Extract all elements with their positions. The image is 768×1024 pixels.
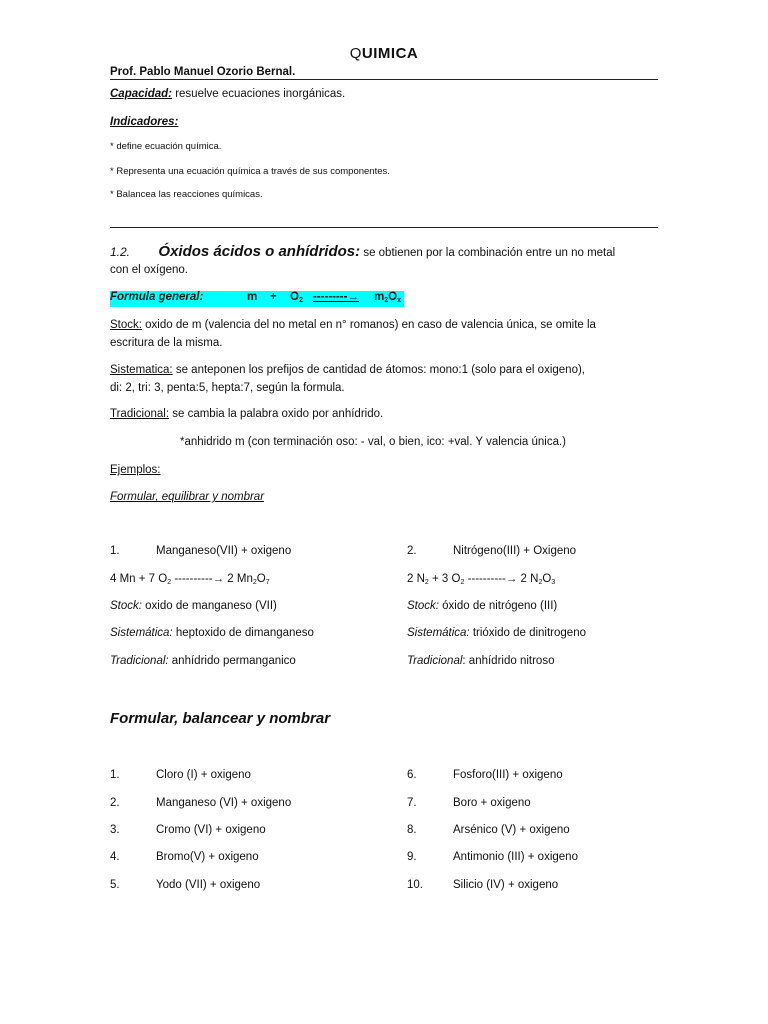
exercise-text: Manganeso (VI) + oxigeno [156,797,292,809]
exercise-text: Bromo(V) + oxigeno [156,851,259,863]
exercise-num: 6. [407,769,417,781]
exercise-num: 5. [110,879,120,891]
stock-line-1: Stock: oxido de m (valencia del no metal en n° romanos) en caso de valencia única, se omite la [110,319,596,331]
ejemplos-label: Ejemplos: [110,464,161,476]
example-1-equation: 4 Mn + 7 $O_2$ ----------→ 2 $Mn_2O_7$ [110,573,270,586]
indicador-item: * Balancea las reacciones químicas. [110,189,263,200]
exercise-num: 7. [407,797,417,809]
exercises-heading: Formular, balancear y nombrar [110,710,331,727]
exercise-text: Silicio (IV) + oxigeno [453,879,559,891]
exercise-text: Cromo (VI) + oxigeno [156,824,266,836]
section-divider [110,227,658,228]
section-heading-line: 1.2. Óxidos ácidos o anhídridos: se obtienen por la combinación entre un no metal [110,243,616,260]
exercise-num: 9. [407,851,417,863]
indicadores-label: Indicadores: [110,116,179,128]
indicador-item: * Representa una ecuación química a través de sus componentes. [110,166,390,177]
section-intro-2: con el oxígeno. [110,264,189,276]
exercise-num: 4. [110,851,120,863]
example-2-tradicional: Tradicional: anhídrido nitroso [407,655,555,667]
example-1-stock: Stock: oxido de manganeso (VII) [110,600,277,612]
stock-line-2: escritura de la misma. [110,337,223,349]
example-1-title: Manganeso(VII) + oxigeno [156,545,292,557]
example-2-sistematica: Sistemática: trióxido de dinitrogeno [407,627,586,639]
exercise-num: 3. [110,824,120,836]
exercise-text: Fosforo(III) + oxigeno [453,769,563,781]
example-2-num: 2. [407,545,417,557]
exercise-num: 10. [407,879,423,891]
sistematica-line-2: di: 2, tri: 3, penta:5, hepta:7, según la formula. [110,382,345,394]
exercise-text: Antimonio (III) + oxigeno [453,851,578,863]
exercise-text: Cloro (I) + oxigeno [156,769,251,781]
exercise-text: Boro + oxigeno [453,797,531,809]
anhidrido-note: *anhidrido m (con terminación oso: - val, o bien, ico: +val. Y valencia única.) [180,436,566,448]
example-2-stock: Stock: óxido de nitrógeno (III) [407,600,558,612]
exercise-text: Arsénico (V) + oxigeno [453,824,570,836]
example-1-num: 1. [110,545,120,557]
formula-general: Formula general: m + $O_2$ ---------→ $m_2O_x$ [110,291,404,307]
capacidad-line: Capacidad: resuelve ecuaciones inorgánicas. [110,88,346,100]
header-divider [110,79,658,80]
example-2-equation: 2 $N_2 + 3$ $O_2$ ----------→ 2 $N_2O_3$ [407,573,556,586]
exercise-num: 8. [407,824,417,836]
tradicional-line: Tradicional: se cambia la palabra oxido por anhídrido. [110,408,384,420]
example-1-tradicional: Tradicional: anhídrido permanganico [110,655,296,667]
exercise-num: 2. [110,797,120,809]
formular-equilibrar-label: Formular, equilibrar y nombrar [110,491,265,503]
example-1-sistematica: Sistemática: heptoxido de dimanganeso [110,627,314,639]
exercise-num: 1. [110,769,120,781]
author-name: Prof. Pablo Manuel Ozorio Bernal. [110,66,296,78]
example-2-title: Nitrógeno(III) + Oxigeno [453,545,577,557]
indicador-item: * define ecuación química. [110,141,222,152]
page-title: QUIMICA [349,45,419,62]
sistematica-line-1: Sistematica: se anteponen los prefijos de cantidad de átomos: mono:1 (solo para el oxigeno), [110,364,585,376]
exercise-text: Yodo (VII) + oxigeno [156,879,261,891]
